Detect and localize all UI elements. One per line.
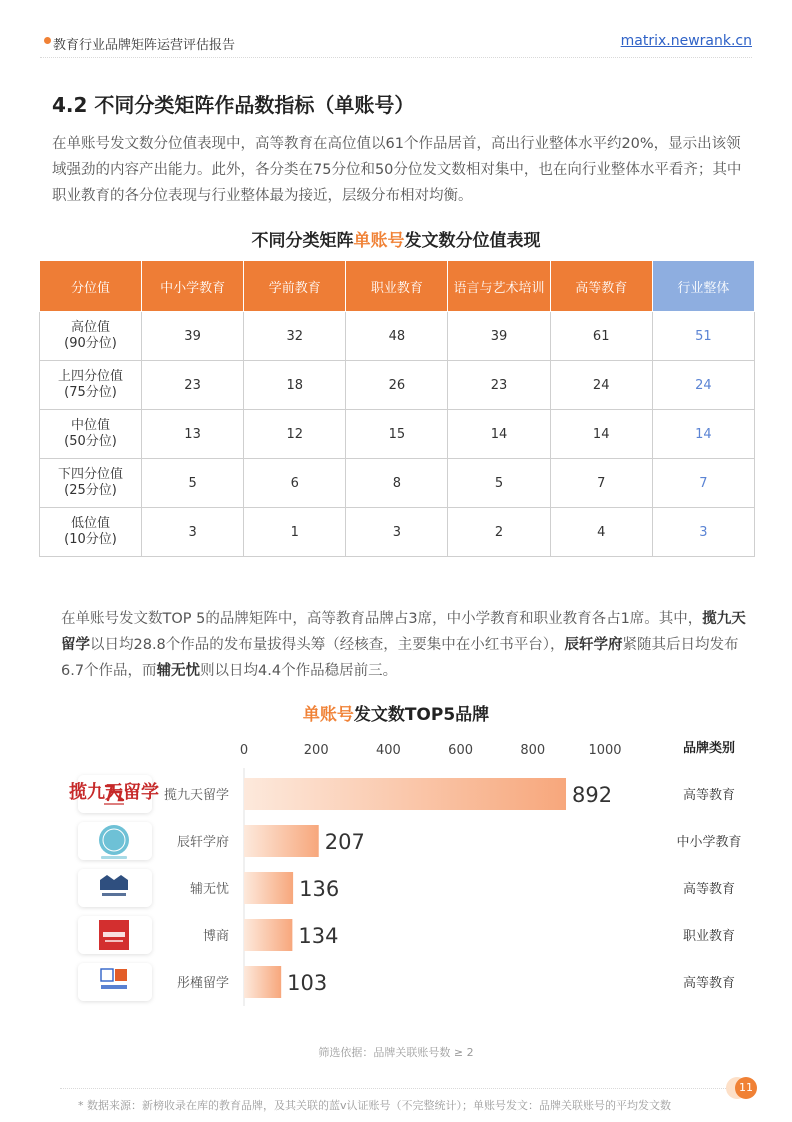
col-header-industry: 行业整体 (652, 261, 754, 312)
para2-text-2: 以日均28.8个作品的发布量拔得头筹（经核查，主要集中在小红书平台）， (90, 637, 565, 653)
para2-text-4: 则以日均4.4个作品稳居前三。 (200, 663, 398, 679)
table-cell: 39 (448, 312, 550, 361)
footer-divider (60, 1088, 732, 1089)
category-label: 揽九天留学 (163, 788, 229, 803)
bar-value-label: 134 (298, 924, 339, 948)
table-cell: 2 (448, 508, 550, 557)
table-cell: 5 (448, 459, 550, 508)
header-dot (44, 37, 51, 44)
logo-chenxuan-caption (101, 856, 127, 859)
row-label-sub: (10分位) (64, 532, 117, 547)
table-row (40, 361, 755, 410)
table-cell: 61 (550, 312, 652, 361)
table-cell: 13 (142, 410, 244, 459)
logo-lanjiutian-caption (104, 803, 124, 805)
category-label: 辰轩学府 (176, 835, 229, 850)
bar (244, 966, 281, 998)
row-label-main: 低位值 (70, 516, 110, 531)
category-label: 博商 (202, 929, 229, 944)
row-label-main: 下四分位值 (57, 467, 123, 482)
header-divider (40, 57, 752, 58)
table-cell: 7 (550, 459, 652, 508)
table-cell: 6 (244, 459, 346, 508)
brand-type-header: 品牌类别 (682, 741, 736, 756)
brand-type-label: 高等教育 (682, 976, 736, 991)
table-cell: 3 (142, 508, 244, 557)
table-cell: 18 (244, 361, 346, 410)
brand-type-label: 高等教育 (682, 882, 736, 897)
row-label (40, 312, 142, 361)
row-label-main: 高位值 (70, 320, 110, 335)
x-tick-label: 200 (303, 743, 329, 758)
table-cell: 39 (142, 312, 244, 361)
brand-type-label: 中小学教育 (676, 835, 742, 850)
site-link[interactable]: matrix.newrank.cn (620, 33, 752, 49)
table-row (40, 410, 755, 459)
bar-value-label: 103 (287, 971, 328, 995)
x-tick-label: 400 (375, 743, 401, 758)
table-cell: 7 (652, 459, 754, 508)
logo-boshang-text (103, 932, 125, 937)
logo-fuwuyou-caption (102, 893, 126, 896)
col-header-language-art: 语言与艺术培训 (448, 261, 550, 312)
logo-tongjin-icon-left (101, 969, 113, 981)
brand-type-label: 职业教育 (682, 929, 736, 944)
category-label: 彤槿留学 (176, 976, 229, 991)
row-label-main: 中位值 (70, 418, 110, 433)
table-title (0, 226, 792, 251)
table-cell: 1 (244, 508, 346, 557)
table-cell: 14 (550, 410, 652, 459)
para2-brand-3: 辅无忧 (156, 663, 201, 679)
intro-paragraph: 在单账号发文数分位值表现中，高等教育在高位值以61个作品居首，高出行业整体水平约20%，显示出该领域强劲的内容产出能力。此外，各分类在75分位和50分位发文数相对集中，也在向行业整体水平看齐；其中职业教育的各分位表现与行业整体最为接近，层级分布相对均衡。 (52, 136, 742, 204)
table-cell: 23 (142, 361, 244, 410)
filter-note: 筛选依据：品牌关联账号数 ≥ 2 (318, 1046, 474, 1059)
para2-text-3: 紧随其后日均发布6.7个作品，而 (61, 637, 739, 679)
category-label: 辅无忧 (189, 882, 229, 897)
para2-text-1: 在单账号发文数TOP 5的品牌矩阵中，高等教育品牌占3席，中小学教育和职业教育各占1席。其中， (61, 611, 703, 627)
row-label (40, 508, 142, 557)
x-tick-label: 800 (520, 743, 546, 758)
table-cell: 48 (346, 312, 448, 361)
table-cell: 4 (550, 508, 652, 557)
para2-brand-1: 揽九天留学 (61, 611, 746, 653)
x-tick-label: 0 (239, 743, 249, 758)
source-note: * 数据来源：新榜收录在库的教育品牌，及其关联的蓝v认证账号（不完整统计）；单账号发文：品牌关联账号的平均发文数 (78, 1099, 672, 1112)
chart-title-highlight: 单账号 (302, 705, 354, 725)
para2-brand-2: 辰轩学府 (564, 637, 623, 653)
table-title-post: 发文数分位值表现 (404, 231, 541, 251)
table-title-pre: 不同分类矩阵 (251, 231, 354, 251)
chart-title (0, 700, 792, 725)
table-header-row (40, 261, 755, 312)
table-row (40, 459, 755, 508)
chart-title-rest: 发文数TOP5品牌 (353, 705, 490, 725)
table-cell: 24 (652, 361, 754, 410)
col-header-preschool: 学前教育 (244, 261, 346, 312)
col-header-k12: 中小学教育 (142, 261, 244, 312)
table-cell: 26 (346, 361, 448, 410)
bar (244, 919, 292, 951)
x-tick-label: 1000 (588, 743, 622, 758)
row-label-main: 上四分位值 (57, 369, 123, 384)
page-number-badge (726, 1077, 762, 1099)
bar-value-label: 892 (572, 783, 613, 807)
row-label-sub: (75分位) (64, 385, 117, 400)
table-cell: 5 (142, 459, 244, 508)
report-title: 教育行业品牌矩阵运营评估报告 (53, 38, 236, 53)
table-cell: 14 (652, 410, 754, 459)
logo-tongjin-caption (101, 985, 127, 989)
top5-paragraph (61, 606, 753, 684)
quantile-table (39, 260, 755, 557)
table-cell: 51 (652, 312, 754, 361)
col-header-vocational: 职业教育 (346, 261, 448, 312)
table-cell: 14 (448, 410, 550, 459)
row-label-sub: (25分位) (64, 483, 117, 498)
row-label (40, 361, 142, 410)
section-title: 4.2 不同分类矩阵作品数指标（单账号） (52, 93, 415, 117)
table-row (40, 312, 755, 361)
table-cell: 24 (550, 361, 652, 410)
table-cell: 3 (346, 508, 448, 557)
col-header-higher-ed: 高等教育 (550, 261, 652, 312)
top5-bar-chart (0, 730, 792, 1030)
logo-boshang-caption (105, 940, 123, 942)
table-cell: 8 (346, 459, 448, 508)
table-cell: 12 (244, 410, 346, 459)
row-label (40, 459, 142, 508)
x-tick-label: 600 (448, 743, 474, 758)
bar-value-label: 207 (324, 830, 365, 854)
page-number: 11 (735, 1077, 757, 1099)
logo-lanjiutian-mark: 揽九天留学 (69, 782, 159, 803)
table-title-highlight: 单账号 (353, 231, 405, 251)
row-label (40, 410, 142, 459)
bar-value-label: 136 (299, 877, 340, 901)
table-cell: 23 (448, 361, 550, 410)
brand-type-label: 高等教育 (682, 788, 736, 803)
table-cell: 3 (652, 508, 754, 557)
table-cell: 15 (346, 410, 448, 459)
bar (244, 778, 566, 810)
row-label-sub: (50分位) (64, 434, 117, 449)
table-cell: 32 (244, 312, 346, 361)
bar (244, 825, 319, 857)
row-label-sub: (90分位) (64, 336, 117, 351)
logo-tongjin-icon-right (115, 969, 127, 981)
brand-logo-card (78, 963, 152, 1001)
col-header-quantile: 分位值 (40, 261, 142, 312)
bar (244, 872, 293, 904)
table-row (40, 508, 755, 557)
